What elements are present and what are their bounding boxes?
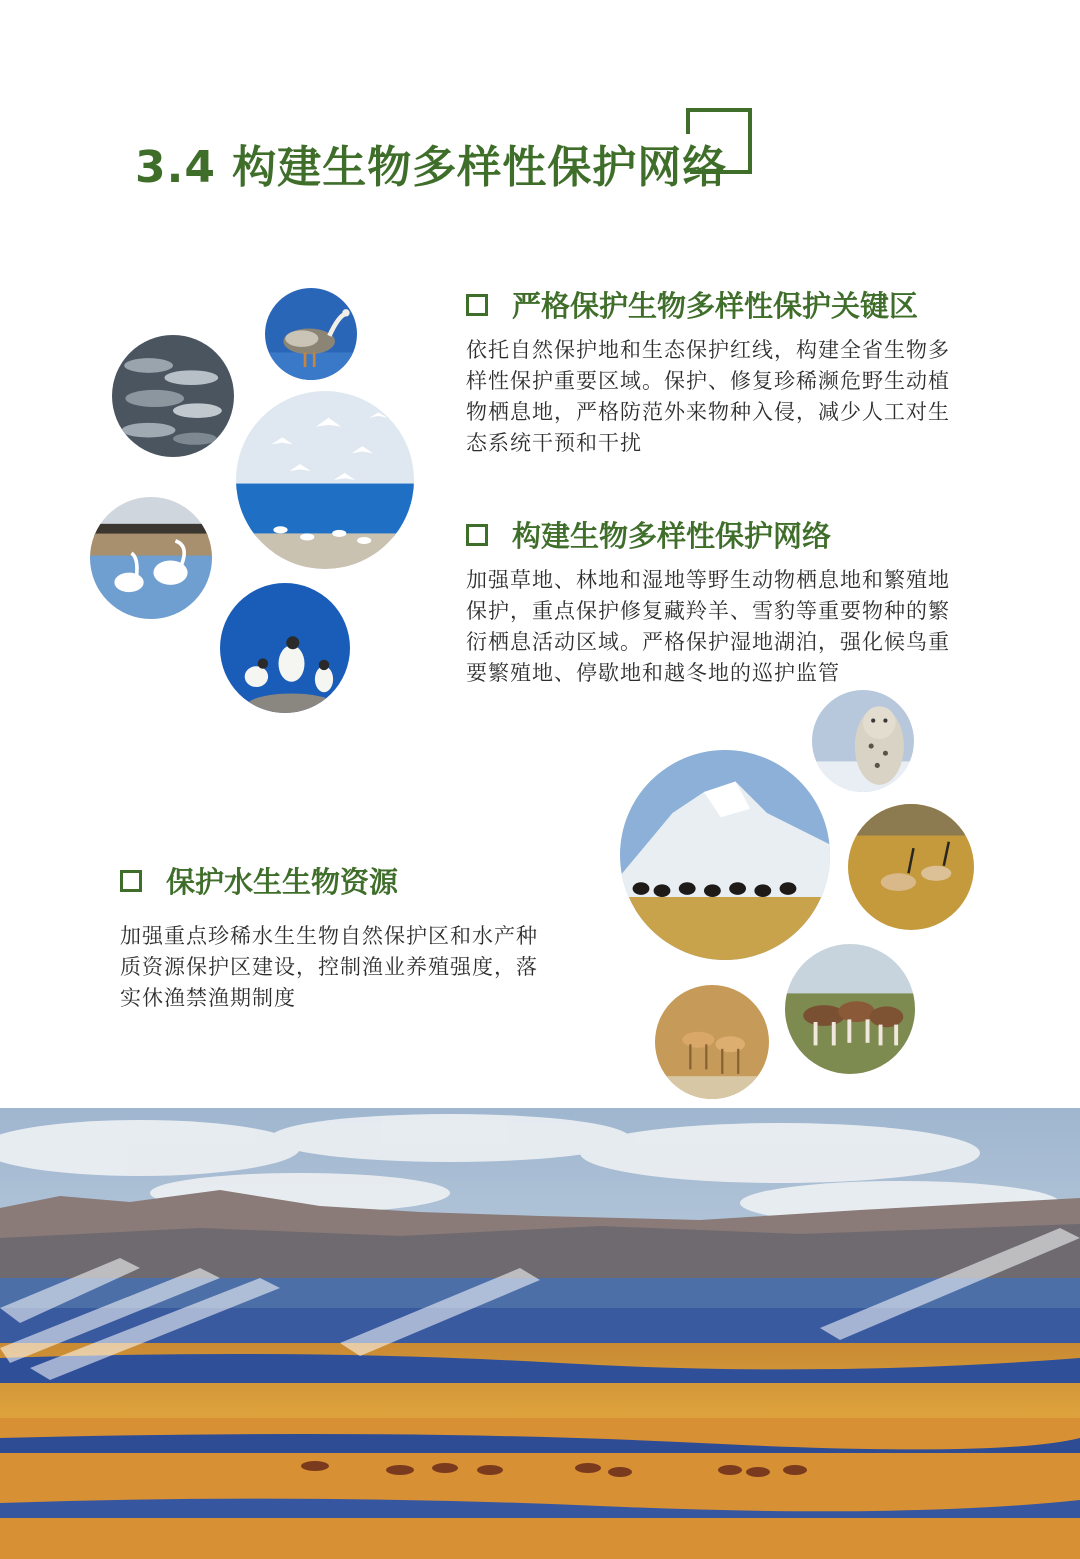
photo-goose bbox=[265, 288, 357, 380]
photo-fish-school bbox=[112, 335, 234, 457]
section-heading-text: 严格保护生物多样性保护关键区 bbox=[512, 289, 919, 323]
page-title: 3.4 构建生物多样性保护网络 bbox=[135, 142, 728, 193]
section-body: 加强重点珍稀水生生物自然保护区和水产种质资源保护区建设，控制渔业养殖强度，落实休渔禁渔期制度 bbox=[120, 924, 538, 1010]
section-heading-text: 构建生物多样性保护网络 bbox=[512, 519, 832, 553]
checkbox-icon bbox=[466, 524, 488, 546]
section-body: 依托自然保护地和生态保护红线，构建全省生物多样性保护重要区域。保护、修复珍稀濒危野生动植物栖息地，严格防范外来物种入侵，减少人工对生态系统干预和干扰 bbox=[466, 338, 950, 455]
section-body: 加强草地、林地和湿地等野生动物栖息地和繁殖地保护，重点保护修复藏羚羊、雪豹等重要物种的繁衍栖息活动区域。严格保护湿地湖泊，强化候鸟重要繁殖地、停歇地和越冬地的巡护监管 bbox=[466, 568, 950, 685]
checkbox-icon bbox=[120, 870, 142, 892]
photo-snow-leopard bbox=[812, 690, 914, 792]
photo-antelopes-field bbox=[848, 804, 974, 930]
photo-gulls-rock bbox=[220, 583, 350, 713]
photo-gazelles bbox=[655, 985, 769, 1099]
photo-snow-mountain-yaks bbox=[620, 750, 830, 960]
section-heading bbox=[466, 514, 971, 555]
section-protection-network bbox=[466, 514, 971, 689]
section-heading-text: 保护水生生物资源 bbox=[166, 865, 399, 899]
photo-wild-donkeys bbox=[785, 944, 915, 1074]
section-key-protection-area bbox=[466, 284, 971, 459]
section-heading bbox=[466, 284, 971, 325]
checkbox-icon bbox=[466, 294, 488, 316]
photo-swans bbox=[90, 497, 212, 619]
section-heading bbox=[120, 860, 540, 901]
photo-gulls-flock bbox=[236, 391, 414, 569]
section-aquatic-resources bbox=[120, 860, 540, 1014]
landscape-banner bbox=[0, 1108, 1080, 1559]
